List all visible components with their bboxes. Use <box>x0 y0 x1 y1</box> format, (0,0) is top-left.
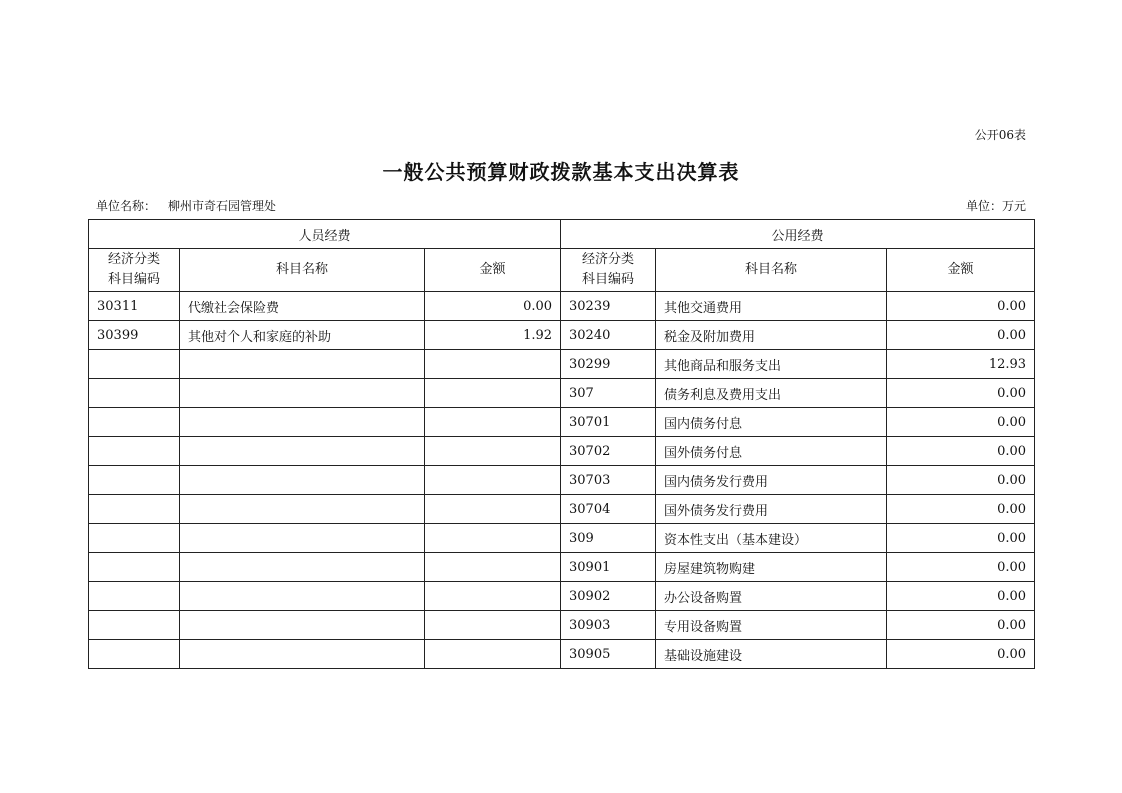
left-code-cell: 30311 <box>89 292 180 321</box>
right-name-cell: 其他商品和服务支出 <box>656 350 887 379</box>
right-amount-cell: 0.00 <box>887 408 1035 437</box>
left-code-cell <box>89 495 180 524</box>
code-header-line2: 科目编码 <box>107 272 160 287</box>
budget-table <box>88 219 1035 669</box>
right-name-header: 科目名称 <box>656 249 887 292</box>
right-code-cell: 309 <box>561 524 656 553</box>
right-code-cell: 30239 <box>561 292 656 321</box>
left-amount-cell <box>425 582 561 611</box>
left-name-cell <box>180 350 425 379</box>
right-amount-cell: 0.00 <box>887 640 1035 669</box>
right-name-cell: 国外债务发行费用 <box>656 495 887 524</box>
right-name-cell: 专用设备购置 <box>656 611 887 640</box>
table-row <box>89 640 1035 669</box>
right-code-cell: 30903 <box>561 611 656 640</box>
left-name-header: 科目名称 <box>180 249 425 292</box>
table-row <box>89 408 1035 437</box>
table-row <box>89 582 1035 611</box>
left-amount-header: 金额 <box>425 249 561 292</box>
right-name-cell: 债务利息及费用支出 <box>656 379 887 408</box>
right-amount-cell: 0.00 <box>887 321 1035 350</box>
left-code-cell <box>89 466 180 495</box>
page-title: 一般公共预算财政拨款基本支出决算表 <box>382 160 740 184</box>
left-name-cell: 其他对个人和家庭的补助 <box>180 321 425 350</box>
left-amount-cell <box>425 408 561 437</box>
table-body <box>89 292 1035 669</box>
right-amount-cell: 12.93 <box>887 350 1035 379</box>
left-code-cell <box>89 350 180 379</box>
right-code-cell: 30702 <box>561 437 656 466</box>
left-code-cell <box>89 640 180 669</box>
right-code-cell: 30299 <box>561 350 656 379</box>
right-code-cell: 30240 <box>561 321 656 350</box>
table-row <box>89 553 1035 582</box>
group-public-header: 公用经费 <box>561 220 1035 249</box>
left-amount-cell <box>425 553 561 582</box>
right-name-cell: 房屋建筑物购建 <box>656 553 887 582</box>
right-code-cell: 30703 <box>561 466 656 495</box>
unit-label: 单位：万元 <box>965 199 1026 213</box>
right-name-cell: 基础设施建设 <box>656 640 887 669</box>
table-row <box>89 466 1035 495</box>
left-name-cell <box>180 640 425 669</box>
left-code-cell <box>89 379 180 408</box>
right-name-cell: 国内债务发行费用 <box>656 466 887 495</box>
org-info <box>96 197 276 214</box>
left-code-header <box>89 249 180 292</box>
left-amount-cell <box>425 640 561 669</box>
right-amount-cell: 0.00 <box>887 466 1035 495</box>
left-code-cell <box>89 582 180 611</box>
right-name-cell: 国外债务付息 <box>656 437 887 466</box>
left-name-cell <box>180 437 425 466</box>
right-code-cell: 30905 <box>561 640 656 669</box>
right-amount-cell: 0.00 <box>887 437 1035 466</box>
left-name-cell <box>180 582 425 611</box>
table-row <box>89 437 1035 466</box>
left-name-cell <box>180 495 425 524</box>
table-row <box>89 379 1035 408</box>
right-amount-cell: 0.00 <box>887 292 1035 321</box>
left-name-cell <box>180 408 425 437</box>
right-amount-cell: 0.00 <box>887 553 1035 582</box>
right-code-cell: 30701 <box>561 408 656 437</box>
table-row <box>89 524 1035 553</box>
right-code-header <box>561 249 656 292</box>
right-code-cell: 30901 <box>561 553 656 582</box>
left-amount-cell <box>425 350 561 379</box>
left-amount-cell <box>425 611 561 640</box>
left-name-cell <box>180 524 425 553</box>
group-personnel-header: 人员经费 <box>89 220 561 249</box>
left-code-cell <box>89 611 180 640</box>
right-code-cell: 307 <box>561 379 656 408</box>
left-name-cell <box>180 379 425 408</box>
group-header-row <box>89 220 1035 249</box>
right-amount-cell: 0.00 <box>887 379 1035 408</box>
org-name: 柳州市奇石园管理处 <box>168 199 277 213</box>
right-code-cell: 30902 <box>561 582 656 611</box>
left-name-cell <box>180 553 425 582</box>
table-row <box>89 350 1035 379</box>
code-header-line2: 科目编码 <box>582 272 635 287</box>
right-name-cell: 国内债务付息 <box>656 408 887 437</box>
right-amount-cell: 0.00 <box>887 495 1035 524</box>
left-name-cell: 代缴社会保险费 <box>180 292 425 321</box>
table-row <box>89 611 1035 640</box>
left-amount-cell: 1.92 <box>425 321 561 350</box>
left-code-cell: 30399 <box>89 321 180 350</box>
right-amount-cell: 0.00 <box>887 582 1035 611</box>
right-name-cell: 税金及附加费用 <box>656 321 887 350</box>
column-header-row <box>89 249 1035 292</box>
left-code-cell <box>89 524 180 553</box>
left-amount-cell <box>425 379 561 408</box>
left-amount-cell: 0.00 <box>425 292 561 321</box>
left-amount-cell <box>425 495 561 524</box>
left-code-cell <box>89 437 180 466</box>
right-code-cell: 30704 <box>561 495 656 524</box>
org-label: 单位名称： <box>96 199 157 213</box>
right-name-cell: 办公设备购置 <box>656 582 887 611</box>
table-row <box>89 495 1035 524</box>
left-amount-cell <box>425 437 561 466</box>
right-amount-cell: 0.00 <box>887 611 1035 640</box>
table-row <box>89 321 1035 350</box>
form-number: 公开06表 <box>974 128 1026 142</box>
left-amount-cell <box>425 524 561 553</box>
right-name-cell: 资本性支出（基本建设） <box>656 524 887 553</box>
right-amount-cell: 0.00 <box>887 524 1035 553</box>
left-name-cell <box>180 466 425 495</box>
code-header-line1: 经济分类 <box>582 252 635 267</box>
code-header-line1: 经济分类 <box>107 252 160 267</box>
right-name-cell: 其他交通费用 <box>656 292 887 321</box>
right-amount-header: 金额 <box>887 249 1035 292</box>
left-code-cell <box>89 553 180 582</box>
left-code-cell <box>89 408 180 437</box>
table-row <box>89 292 1035 321</box>
left-amount-cell <box>425 466 561 495</box>
left-name-cell <box>180 611 425 640</box>
